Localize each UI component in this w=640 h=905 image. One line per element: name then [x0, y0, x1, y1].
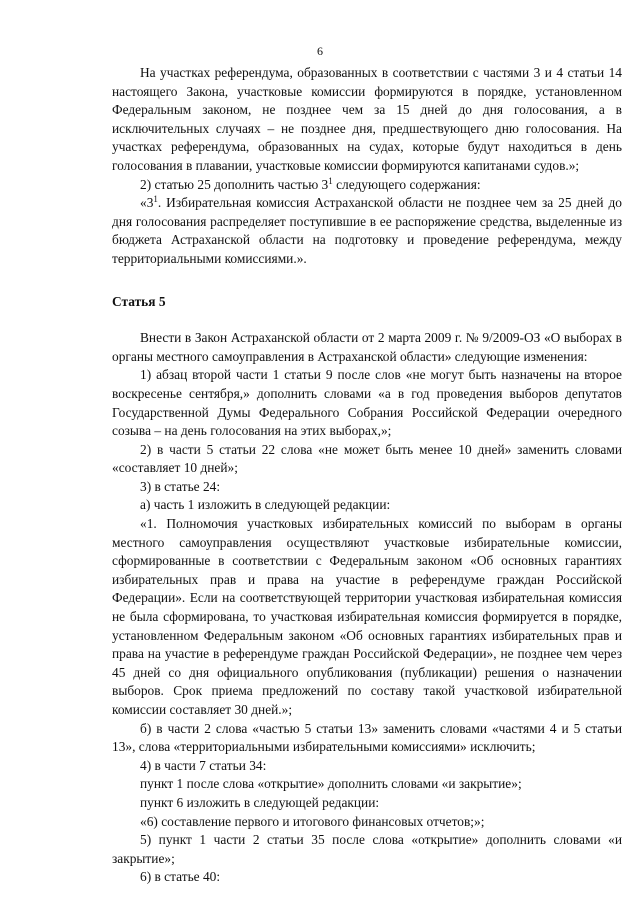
paragraph: 1) абзац второй части 1 статьи 9 после слов «не могут быть назначены на второе воскресенье сентября,» дополнить словами «а в год проведения выборов депутатов Государственной Думы Федерального Собрания Российской Федерации очередного созыва – на день голосования на этих выборах,»;: [112, 367, 622, 439]
page-number: 6: [317, 44, 323, 58]
paragraph: 3) в статье 24:: [140, 478, 221, 494]
article-heading: Статья 5: [112, 293, 166, 309]
paragraph: [112, 176, 622, 195]
document-body: [112, 64, 622, 887]
paragraph: 4) в части 7 статьи 34:: [140, 757, 267, 773]
paragraph: пункт 1 после слова «открытие» дополнить словами «и закрытие»;: [140, 776, 522, 792]
text-run: следующего содержания:: [332, 176, 481, 192]
superscript: 1: [153, 194, 158, 205]
paragraph: б) в части 2 слова «частью 5 статьи 13» заменить словами «частями 4 и 5 статьи 13», слова «территориальными избирательными комиссиями» исключить;: [112, 720, 622, 755]
paragraph: «1. Полномочия участковых избирательных комиссий по выборам в органы местного самоуправления осуществляют участковые избирательные комиссии, сформированные в соответствии с Федеральным законом «Об основных гарантиях избирательных прав и права на участие в референдуме граждан Российской Федерации». Если на соответствующей территории участковая избирательная комиссия не была сформирована, то участковая избирательная комиссия формируется в порядке, установленном Федеральным законом «Об основных гарантиях избирательных прав и права на участие в референдуме граждан Российской Федерации», не позднее чем через 45 дней со дня официального опубликования (публикации) решения о назначении выборов. Срок приема предложений по составу такой участковой избирательной комиссии составляет 30 дней.»;: [112, 516, 622, 717]
paragraph: 2) в части 5 статьи 22 слова «не может быть менее 10 дней» заменить словами «составляет 10 дней»;: [112, 441, 622, 476]
paragraph: «6) составление первого и итогового финансовых отчетов;»;: [140, 813, 485, 829]
paragraph: Внести в Закон Астраханской области от 2 марта 2009 г. № 9/2009-ОЗ «О выборах в органы местного самоуправления в Астраханской области» следующие изменения:: [112, 330, 622, 364]
paragraph: 5) пункт 1 части 2 статьи 35 после слова «открытие» дополнить словами «и закрытие»;: [112, 832, 622, 866]
text-run: . Избирательная комиссия Астраханской области не позднее чем за 25 дней до дня голосования распределяет поступившие в ее распоряжение средства, выделенные из бюджета Астраханской области на подготовку и проведение референдума, между территориальными комиссиями.».: [112, 195, 622, 266]
paragraph: На участках референдума, образованных в соответствии с частями 3 и 4 статьи 14 настоящего Закона, участковые комиссии формируются в порядке, установленном Федеральным законом, не позднее чем за 15 дней до дня голосования, а в исключительных случаях – не позднее дня, предшествующего дню голосования. На участках референдума, образованных на судах, которые будут находиться в день голосования в плавании, участковые комиссии формируются капитанами судов.»;: [112, 65, 622, 173]
superscript: 1: [328, 175, 333, 186]
paragraph: пункт 6 изложить в следующей редакции:: [140, 794, 380, 810]
paragraph: 6) в статье 40:: [140, 869, 221, 885]
text-run: 2) статью 25 дополнить частью 3: [140, 176, 329, 192]
paragraph: а) часть 1 изложить в следующей редакции:: [140, 497, 391, 513]
paragraph: [112, 194, 622, 268]
text-run: «3: [140, 195, 154, 211]
